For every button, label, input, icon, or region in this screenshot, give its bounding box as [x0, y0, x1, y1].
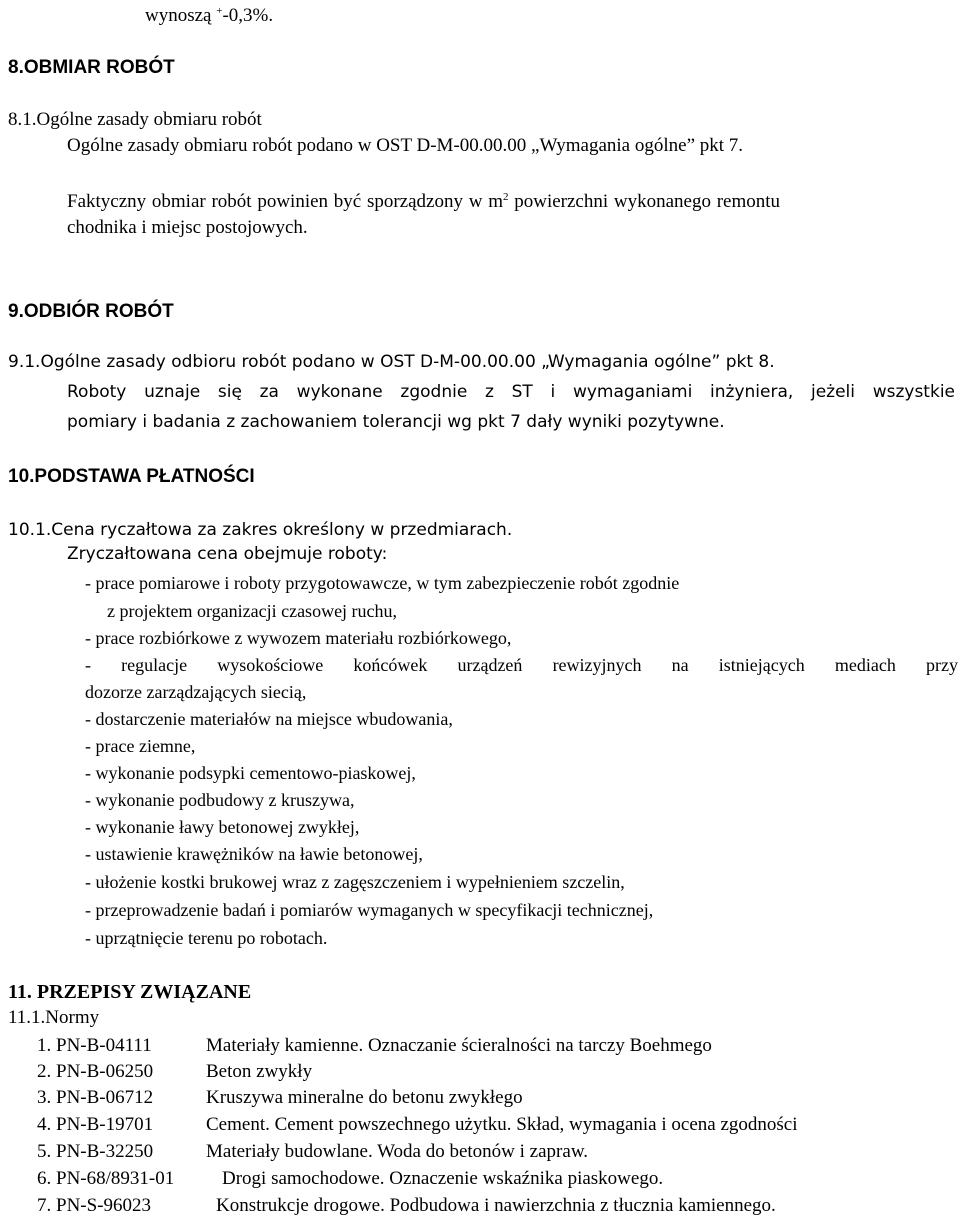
list-item: z projektem organizacji czasowej ruchu, [107, 601, 398, 621]
section-8-paragraph-line-2: chodnika i miejsc postojowych. [67, 217, 308, 238]
section-10-intro: Zryczałtowana cena obejmuje roboty: [67, 544, 388, 564]
list-item: - prace rozbiórkowe z wywozem materiału rozbiórkowego, [85, 628, 512, 648]
norm-number: 6. PN-68/8931-01 [37, 1168, 175, 1189]
section-11-heading: 11. PRZEPISY ZWIĄZANE [8, 981, 252, 1003]
norm-title: Cement. Cement powszechnego użytku. Skład, wymagania i ocena zgodności [206, 1114, 798, 1135]
section-9-paragraph-line-2: pomiary i badania z zachowaniem tolerancji wg pkt 7 dały wyniki pozytywne. [67, 412, 725, 432]
norm-number: 3. PN-B-06712 [37, 1087, 154, 1108]
norm-title: Beton zwykły [206, 1061, 313, 1082]
section-10-heading: 10.PODSTAWA PŁATNOŚCI [8, 466, 255, 487]
list-item: - dostarczenie materiałów na miejsce wbudowania, [85, 709, 453, 729]
section-8-paragraph-line-1 [67, 190, 780, 214]
continuation-suffix: -0,3%. [222, 5, 274, 26]
list-item: - wykonanie podsypki cementowo-piaskowej, [85, 763, 416, 783]
para-8-text-b: powierzchni wykonanego remontu [508, 191, 781, 212]
list-item: - uprzątnięcie terenu po robotach. [85, 928, 328, 948]
continuation-line [145, 4, 273, 28]
para-8-text-a: Faktyczny obmiar robót powinien być sporządzony w m [67, 191, 503, 212]
list-item: dozorze zarządzających siecią, [85, 682, 307, 702]
norm-number: 4. PN-B-19701 [37, 1114, 154, 1135]
norm-number: 7. PN-S-96023 [37, 1195, 152, 1216]
norm-title: Materiały kamienne. Oznaczanie ścieralności na tarczy Boehmego [206, 1035, 712, 1056]
norm-number: 1. PN-B-04111 [37, 1035, 152, 1056]
continuation-prefix: wynoszą [145, 5, 217, 26]
section-8-1-reference: Ogólne zasady obmiaru robót podano w OST D-M-00.00.00 „Wymagania ogólne” pkt 7. [67, 135, 744, 156]
norm-title: Materiały budowlane. Woda do betonów i zapraw. [206, 1141, 589, 1162]
continuation-sup: + [216, 5, 223, 17]
section-8-1-title: 8.1.Ogólne zasady obmiaru robót [8, 109, 262, 130]
list-item: - wykonanie podbudowy z kruszywa, [85, 790, 355, 810]
list-item: - wykonanie ławy betonowej zwykłej, [85, 817, 360, 837]
section-11-1-title: 11.1.Normy [8, 1007, 100, 1028]
section-10-1-title: 10.1.Cena ryczałtowa za zakres określony w przedmiarach. [8, 520, 513, 540]
list-item: - ułożenie kostki brukowej wraz z zagęszczeniem i wypełnieniem szczelin, [85, 872, 625, 892]
section-8-heading: 8.OBMIAR ROBÓT [8, 57, 175, 78]
list-item: - regulacje wysokościowe końcówek urządzeń rewizyjnych na istniejących mediach przy [85, 655, 958, 675]
norm-number: 2. PN-B-06250 [37, 1061, 154, 1082]
norm-title: Drogi samochodowe. Oznaczenie wskaźnika piaskowego. [222, 1168, 664, 1189]
norm-title: Konstrukcje drogowe. Podbudowa i nawierzchnia z tłucznia kamiennego. [216, 1195, 776, 1216]
list-item: - prace ziemne, [85, 736, 196, 756]
section-9-heading: 9.ODBIÓR ROBÓT [8, 301, 174, 322]
list-item: - przeprowadzenie badań i pomiarów wymaganych w specyfikacji technicznej, [85, 900, 654, 920]
para-8-sup: 2 [502, 191, 509, 203]
norm-number: 5. PN-B-32250 [37, 1141, 154, 1162]
norm-title: Kruszywa mineralne do betonu zwykłego [206, 1087, 523, 1108]
section-9-paragraph-line-1: Roboty uznaje się za wykonane zgodnie z ST i wymaganiami inżyniera, jeżeli wszystkie [67, 382, 955, 402]
section-9-1-title: 9.1.Ogólne zasady odbioru robót podano w OST D-M-00.00.00 „Wymagania ogólne” pkt 8. [8, 352, 775, 372]
list-item: - prace pomiarowe i roboty przygotowawcze, w tym zabezpieczenie robót zgodnie [85, 573, 680, 593]
list-item: - ustawienie krawężników na ławie betonowej, [85, 844, 423, 864]
